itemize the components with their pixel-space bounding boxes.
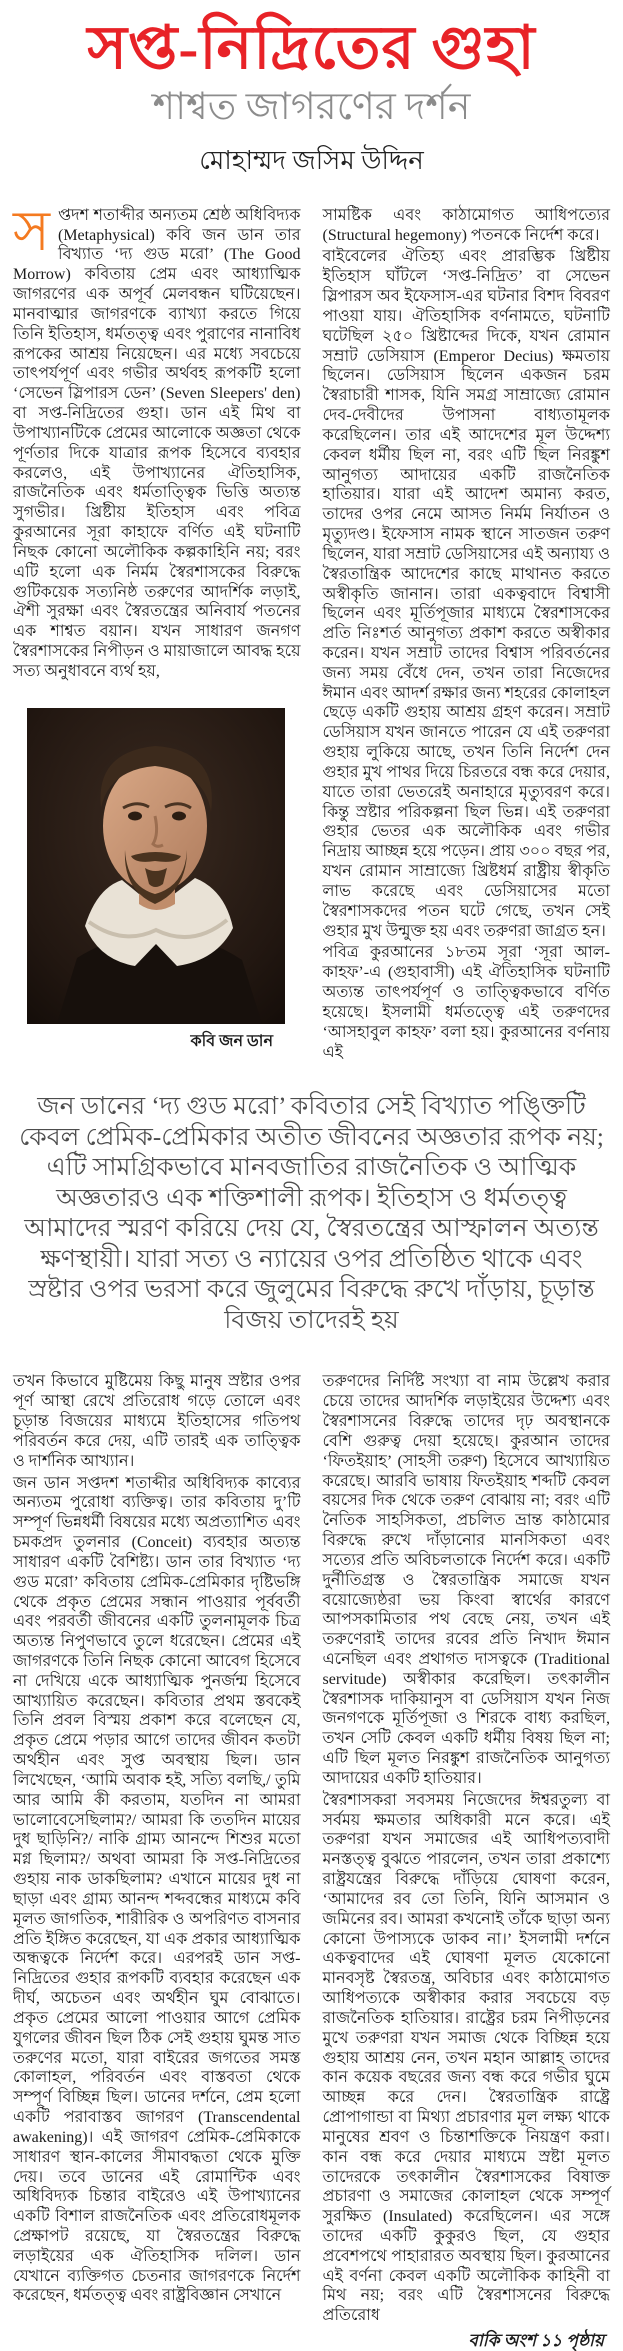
bottom-left-column xyxy=(13,1372,301,2351)
lead-paragraph-text: প্তদশ শতাব্দীর অন্যতম শ্রেষ্ঠ অধিবিদ্যক (Metaphysical) কবি জন ডান তার বিখ্যাত ‘দ্য গুড মরো’ (The Good Morrow) কবিতায় প্রেম এবং আধ্যাত্মিক জাগরণের এক অপূর্ব মেলবন্ধন ঘটিয়েছেন। মানবাত্মার জাগরণকে ব্যাখ্যা করতে গিয়ে তিনি ইতিহাস, ধর্মতত্ত্ব এবং পুরাণের নানাবিধ রূপকের আশ্রয় নিয়েছেন। এর মধ্যে সবচেয়ে তাৎপর্যপূর্ণ এবং গভীর অর্থবহ রূপকটি হলো ‘সেভেন স্লিপারস ডেন’ (Seven Sleepers' den) বা সপ্ত-নিদ্রিতের গুহা। ডান এই মিথ বা উপাখ্যানটিকে প্রেমের আলোকে অজ্ঞতা থেকে পূর্ণতার দিকে যাত্রার রূপক হিসেবে ব্যবহার করলেও, এই উপাখ্যানের ঐতিহাসিক, রাজনৈতিক এবং ধর্মতাত্ত্বিক ভিত্তি অত্যন্ত সুগভীর। খ্রিষ্টীয় ইতিহাস এবং পবিত্র কুরআনের সূরা কাহাফে বর্ণিত এই ঘটনাটি নিছক কোনো অলৌকিক কল্পকাহিনি নয়; বরং এটি হলো এক নির্মম স্বৈরশাসকের বিরুদ্ধে গুটিকয়েক সত্যনিষ্ঠ তরুণের আদর্শিক লড়াই, ঐশী সুরক্ষা এবং স্বৈরতন্ত্রের অনিবার্য পতনের এক শাশ্বত বয়ান। যখন সাধারণ জনগণ স্বৈরশাসকের নিপীড়ন ও মায়াজালে আবদ্ধ হয়ে সত্য অনুধাবনে ব্যর্থ হয়, xyxy=(13,206,301,680)
bottom-right-column xyxy=(323,1372,611,2351)
paragraph: তরুণদের নির্দিষ্ট সংখ্যা বা নাম উল্লেখ করার চেয়ে তাদের আদর্শিক লড়াইয়ের উদ্দেশ্য এবং স্বৈরশাসনের বিরুদ্ধে তাদের দৃঢ় অবস্থানকে বেশি গুরুত্ব দেয়া হয়েছে। কুরআন তাদের ‘ফিতইয়াহ’ (সাহসী তরুণ) হিসেবে আখ্যায়িত করেছে। আরবি ভাষায় ফিতইয়াহ শব্দটি কেবল বয়সের দিক থেকে তরুণ বোঝায় না; বরং এটি নৈতিক সাহসিকতা, প্রচলিত ভ্রান্ত কাঠামোর বিরুদ্ধে রুখে দাঁড়ানোর মানসিকতা এবং সত্যের প্রতি অবিচলতাকে নির্দেশ করে। একটি দুর্নীতিগ্রস্ত ও স্বৈরতান্ত্রিক সমাজে যখন বয়োজ্যেষ্ঠরা ভয় কিংবা স্বার্থের কারণে আপসকামিতার পথ বেছে নেয়, তখন এই তরুণেরাই তাদের রবের প্রতি নিখাদ ঈমান এনেছিল এবং প্রথাগত দাসত্বকে (Traditional servitude) অস্বীকার করেছিল। তৎকালীন স্বৈরশাসক দাকিয়ানুস বা ডেসিয়াস যখন নিজ জনগণকে মূর্তিপূজা ও শিরকে বাধ্য করছিল, তখন সেটি কেবল একটি ধর্মীয় বিষয় ছিল না; এটি ছিল মূলত নিরঙ্কুশ রাজনৈতিক আনুগত্য আদায়ের একটি হাতিয়ার। xyxy=(322,1373,610,1787)
portrait-figure xyxy=(13,708,275,1052)
article-title: সপ্ত-নিদ্রিতের গুহা xyxy=(87,15,536,81)
top-left-column xyxy=(13,200,301,1063)
paragraph: জন ডান সপ্তদশ শতাব্দীর অধিবিদ্যক কাব্যের অন্যতম পুরোধা ব্যক্তিত্ব। তার কবিতায় দু’টি সম্পূর্ণ ভিন্নধর্মী বিষয়ের মধ্যে অপ্রত্যাশিত এবং চমকপ্রদ তুলনার (Conceit) ব্যবহার অত্যন্ত সাধারণ একটি বৈশিষ্ট্য। ডান তার বিখ্যাত ‘দ্য গুড মরো’ কবিতায় প্রেমিক-প্রেমিকার দৃষ্টিভঙ্গি থেকে প্রকৃত প্রেমের সন্ধান পাওয়ার পূর্ববর্তী এবং পরবর্তী জীবনের একটি তুলনামূলক চিত্র অত্যন্ত নিপুণভাবে তুলে ধরেছেন। প্রেমের এই জাগরণকে তিনি নিছক কোনো আবেগ হিসেবে না দেখিয়ে একে আধ্যাত্মিক পুনর্জন্ম হিসেবে আখ্যায়িত করেছেন। কবিতার প্রথম স্তবকেই তিনি প্রবল বিস্ময় প্রকাশ করে বলেছেন যে, প্রকৃত প্রেমে পড়ার আগে তাদের জীবন কতটা অর্থহীন এবং সুপ্ত অবস্থায় ছিল। ডান লিখেছেন, ‘আমি অবাক হই, সত্যি বলছি,/ তুমি আর আমি কী করতাম, যতদিন না আমরা ভালোবেসেছিলাম?/ আমরা কি ততদিন মায়ের দুধ ছাড়িনি?/ নাকি গ্রাম্য আনন্দে শিশুর মতো মগ্ন ছিলাম?/ অথবা আমরা কি সপ্ত-নিদ্রিতের গুহায় নাক ডাকছিলাম? এখানে মায়ের দুধ না ছাড়া এবং গ্রাম্য আনন্দ শব্দবন্ধের মাধ্যমে কবি মূলত জাগতিক, শারীরিক ও অপরিণত বাসনার প্রতি ইঙ্গিত করেছেন, যা এক প্রকার আধ্যাত্মিক অন্ধত্বকে নির্দেশ করে। এরপরই ডান সপ্ত-নিদ্রিতের গুহার রূপকটি ব্যবহার করেছেন এক দীর্ঘ, অচেতন এবং অর্থহীন ঘুম বোঝাতে। প্রকৃত প্রেমের আলো পাওয়ার আগে প্রেমিক যুগলের জীবন ছিল ঠিক সেই গুহায় ঘুমন্ত সাত তরুণের মতো, যারা বাইরের জগতের সমস্ত কোলাহল, পরিবর্তন এবং বাস্তবতা থেকে সম্পূর্ণ বিচ্ছিন্ন ছিল। ডানের দর্শনে, প্রেম হলো একটি পরাবাস্তব জাগরণ (Transcendental awakening)। এই জাগরণ প্রেমিক-প্রেমিকাকে সাধারণ স্থান-কালের সীমাবদ্ধতা থেকে মুক্তি দেয়। তবে ডানের এই রোমান্টিক এবং অধিবিদ্যক চিন্তার বাইরেও এই উপাখ্যানের একটি বিশাল রাজনৈতিক এবং প্রতিরোধমূলক প্রেক্ষাপট রয়েছে, যা স্বৈরতন্ত্রের বিরুদ্ধে লড়াইয়ের এক ঐতিহাসিক দলিল। ডান যেখানে ব্যক্তিগত চেতনার জাগরণকে নির্দেশ করেছেন, ধর্মতত্ত্ব এবং রাষ্ট্রবিজ্ঞান সেখানে xyxy=(13,1474,301,2305)
pull-quote-text: জন ডানের ‘দ্য গুড মরো’ কবিতার সেই বিখ্যাত পঙ্ক্তিটি কেবল প্রেমিক-প্রেমিকার অতীত জীবনের অজ্ঞতার রূপক নয়; এটি সামগ্রিকভাবে মানবজাতির রাজনৈতিক ও আত্মিক অজ্ঞতারও এক শক্তিশালী রূপক। ইতিহাস ও ধর্মতত্ত্ব আমাদের স্মরণ করিয়ে দেয় যে, স্বৈরতন্ত্রের আস্ফালন অত্যন্ত ক্ষণস্থায়ী। যারা সত্য ও ন্যায়ের ওপর প্রতিষ্ঠিত থাকে এবং স্রষ্টার ওপর ভরসা করে জুলুমের বিরুদ্ধে রুখে দাঁড়ায়, চূড়ান্ত বিজয় তাদেরই হয় xyxy=(19,1093,604,1334)
paragraph: পবিত্র কুরআনের ১৮তম সূরা ‘সূরা আল-কাহফ’-এ (গুহাবাসী) এই ঐতিহাসিক ঘটনাটি অত্যন্ত তাৎপর্যপূর্ণ ও তাত্ত্বিকভাবে বর্ণিত হয়েছে। ইসলামী ধর্মতত্ত্বে এই তরুণদের ‘আসহাবুল কাহফ’ বলা হয়। কুরআনের বর্ণনায় এই xyxy=(322,944,610,1061)
paragraph: তখন কিভাবে মুষ্টিমেয় কিছু মানুষ স্রষ্টার ওপর পূর্ণ আস্থা রেখে প্রতিরোধ গড়ে তোলে এবং চূড়ান্ত বিজয়ের মাধ্যমে ইতিহাসের গতিপথ পরিবর্তন করে দেয়, এটি তারই এক তাত্ত্বিক ও দার্শনিক আখ্যান। xyxy=(13,1373,301,1470)
paragraph: বাইবেলের ঐতিহ্য এবং প্রারম্ভিক খ্রিষ্টীয় ইতিহাস ঘাঁটলে ‘সপ্ত-নিদ্রিত’ বা সেভেন স্লিপারস অব ইফেসাস-এর ঘটনার বিশদ বিবরণ পাওয়া যায়। ঐতিহাসিক বর্ণনামতে, ঘটনাটি ঘটেছিল ২৫০ খ্রিষ্টাব্দের দিকে, যখন রোমান সম্রাট ডেসিয়াস (Emperor Decius) ক্ষমতায় ছিলেন। ডেসিয়াস ছিলেন একজন চরম স্বৈরাচারী শাসক, যিনি সমগ্র সাম্রাজ্যে রোমান দেব-দেবীদের উপাসনা বাধ্যতামূলক করেছিলেন। তার এই আদেশের মূল উদ্দেশ্য কেবল ধর্মীয় ছিল না, বরং এটি ছিল নিরঙ্কুশ আনুগত্য আদায়ের একটি রাজনৈতিক হাতিয়ার। যারা এই আদেশ অমান্য করত, তাদের ওপর নেমে আসত নির্মম নির্যাতন ও মৃত্যুদণ্ড। ইফেসাস নামক স্থানে সাতজন তরুণ ছিলেন, যারা সম্রাট ডেসিয়াসের এই অন্যায্য ও স্বৈরতান্ত্রিক আদেশের কাছে মাথানত করতে অস্বীকৃতি জানান। তারা একত্ববাদে বিশ্বাসী ছিলেন এবং মূর্তিপূজার মাধ্যমে স্বৈরশাসকের প্রতি নিঃশর্ত আনুগত্য প্রকাশ করতে অস্বীকার করেন। যখন সম্রাট তাদের বিশ্বাস পরিবর্তনের জন্য সময় বেঁধে দেন, তখন তারা নিজেদের ঈমান এবং আদর্শ রক্ষার জন্য শহরের কোলাহল ছেড়ে একটি গুহায় আশ্রয় গ্রহণ করেন। সম্রাট ডেসিয়াস যখন জানতে পারেন যে এই তরুণরা গুহায় লুকিয়ে আছে, তখন তিনি নির্দেশ দেন গুহার মুখ পাথর দিয়ে চিরতরে বন্ধ করে দেয়ার, যাতে তারা ভেতরেই অনাহারে মৃত্যুবরণ করে। কিন্তু স্রষ্টার পরিকল্পনা ছিল ভিন্ন। এই তরুণরা গুহার ভেতর এক অলৌকিক এবং গভীর নিদ্রায় আচ্ছন্ন হয়ে পড়েন। প্রায় ৩০০ বছর পর, যখন রোমান সাম্রাজ্যে খ্রিষ্টধর্ম রাষ্ট্রীয় স্বীকৃতি লাভ করেছে এবং ডেসিয়াসের মতো স্বৈরশাসকদের পতন ঘটে গেছে, তখন সেই গুহার মুখ উন্মুক্ত হয় এবং তরুণরা জাগ্রত হন। xyxy=(322,248,610,940)
paragraph: সামষ্টিক এবং কাঠামোগত আধিপত্যের (Structural hegemony) পতনকে নির্দেশ করে। xyxy=(322,206,610,244)
portrait-caption: কবি জন ডান xyxy=(190,1032,273,1050)
article-subtitle: শাশ্বত জাগরণের দর্শন xyxy=(152,86,471,128)
top-columns xyxy=(0,200,623,1063)
continued-note: বাকি অংশ ১১ পৃষ্ঠায় xyxy=(468,2331,604,2351)
john-donne-portrait xyxy=(27,708,285,1024)
bottom-columns xyxy=(0,1372,623,2351)
lead-paragraph xyxy=(13,200,301,682)
pull-quote xyxy=(6,1092,617,1336)
top-right-column xyxy=(323,206,611,1063)
author-byline: মোহাম্মদ জসিম উদ্দিন xyxy=(199,145,424,175)
masthead xyxy=(0,10,623,182)
paragraph: স্বৈরশাসকরা সবসময় নিজেদের ঈশ্বরতুল্য বা সর্বময় ক্ষমতার অধিকারী মনে করে। এই তরুণরা যখন সমাজের এই আধিপত্যবাদী মনস্তত্ত্ব বুঝতে পারলেন, তখন তারা প্রকাশ্যে রাষ্ট্রযন্ত্রের বিরুদ্ধে দাঁড়িয়ে ঘোষণা করেন, ‘আমাদের রব তো তিনি, যিনি আসমান ও জমিনের রব। আমরা কখনোই তাঁকে ছাড়া অন্য কোনো উপাস্যকে ডাকব না।’ ইসলামী দর্শনে একত্ববাদের এই ঘোষণা মূলত যেকোনো মানবসৃষ্ট স্বৈরতন্ত্র, অবিচার এবং কাঠামোগত আধিপত্যকে অস্বীকার করার সবচেয়ে বড় রাজনৈতিক হাতিয়ার। রাষ্ট্রের চরম নিপীড়নের মুখে তরুণরা যখন সমাজ থেকে বিচ্ছিন্ন হয়ে গুহায় আশ্রয় নেন, তখন মহান আল্লাহ তাদের কান কয়েক বছরের জন্য বন্ধ করে গভীর ঘুমে আচ্ছন্ন করে দেন। স্বৈরতান্ত্রিক রাষ্ট্রে প্রোপাগান্ডা বা মিথ্যা প্রচারণার মূল লক্ষ্য থাকে মানুষের শ্রবণ ও চিন্তাশক্তিকে নিয়ন্ত্রণ করা। কান বন্ধ করে দেয়ার মাধ্যমে স্রষ্টা মূলত তাদেরকে তৎকালীন স্বৈরশাসকের বিষাক্ত প্রচারণা ও সমাজের কোলাহল থেকে সম্পূর্ণ সুরক্ষিত (Insulated) করেছিলেন। এর সঙ্গে তাদের একটি কুকুরও ছিল, যে গুহার প্রবেশপথে পাহারারত অবস্থায় ছিল। কুরআনের এই বর্ণনা কেবল একটি অলৌকিক কাহিনী বা মিথ নয়; বরং এটি স্বৈরশাসনের বিরুদ্ধে প্রতিরোধ xyxy=(322,1791,610,2325)
dropcap-letter: স xyxy=(13,200,50,263)
